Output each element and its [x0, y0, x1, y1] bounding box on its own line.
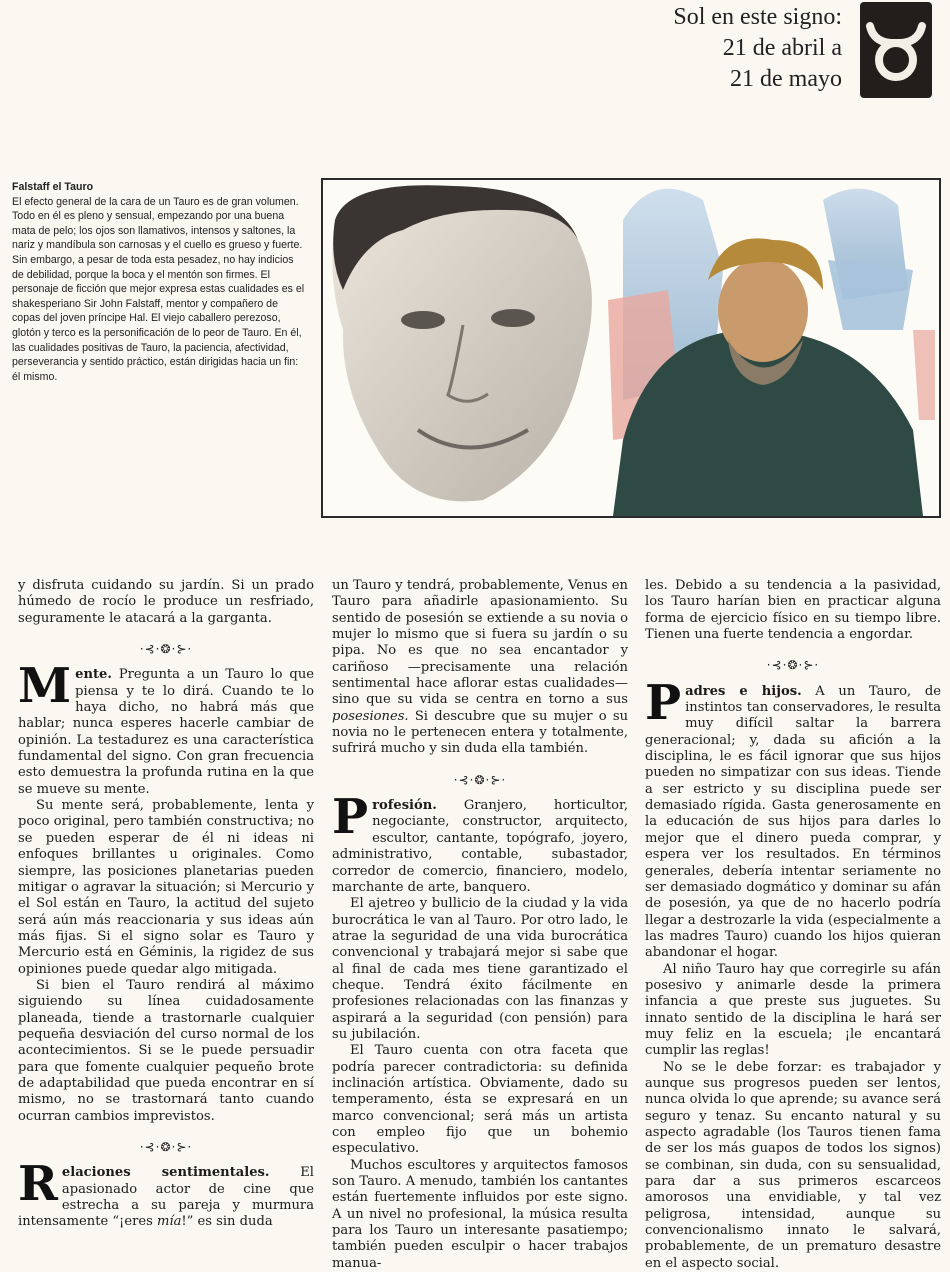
- relaciones-text-em: mía: [156, 1214, 182, 1230]
- section-divider: ·⊰·❂·⊱·: [453, 772, 507, 787]
- relaciones-text-b: !” es sin duda: [181, 1214, 273, 1230]
- falstaff-illustration: [321, 178, 941, 518]
- section-divider: ·⊰·❂·⊱·: [139, 642, 193, 657]
- padres-p2: Al niño Tauro hay que corregirle su afán posesivo y animarle desde la primera infancia a que preste sus juguetes. Su innato sentido de la disciplina le hará ser muy feliz en la escuela; ¡le encantará cumplir las reglas!: [645, 961, 941, 1059]
- section-divider: ·⊰·❂·⊱·: [766, 658, 820, 673]
- taurus-icon: [866, 16, 926, 86]
- col3-intro: les. Debido a su tendencia a la pasividad, los Tauro harían bien en practicar alguna forma de ejercicio físico en su tiempo libre. Tienen una fuerte tendencia a engordar.: [645, 578, 941, 643]
- text-column-1: [18, 578, 314, 1231]
- dropcap-m: M: [18, 658, 72, 715]
- relaciones-heading: elaciones sentimentales.: [61, 1165, 270, 1181]
- section-divider: ·⊰·❂·⊱·: [139, 1140, 193, 1154]
- mente-p1: Pregunta a un Tauro lo que piensa y te lo dirá. Cuando te lo haya dicho, no habrá más que hablar; nunca esperes hacerle cambiar de opinión. La testadurez es una característica fundamental del signo. Con gran frecuencia esto demuestra la profunda rutina en la que se mueve su mente.: [18, 667, 314, 797]
- profesion-p3: El Tauro cuenta con otra faceta que podría parecer contradictoria: su definida inclinación artística. Obviamente, dado su temperamento, ésta se expresará en un marco convencional; será más un artista con empleo fijo que un bohemio especulativo.: [332, 1043, 628, 1157]
- text-column-2: [332, 578, 628, 1272]
- col2-p1-em: posesiones.: [332, 708, 409, 724]
- mente-p3: Si bien el Tauro rendirá al máximo siguiendo su línea cuidadosamente planeada, tiende a trastornarle cualquier pequeña desviación del curso normal de los acontecimientos. Si se le puede persuadir para que fomente cualquier pequeño brote de adaptabilidad que pueda encontrar en sí mismo, no se trastornará tanto cuando ocurran cambios imprevistos.: [18, 977, 314, 1124]
- header-line-1: Sol en este signo:: [673, 4, 842, 30]
- profesion-heading: rofesión.: [372, 798, 437, 814]
- profesion-p4: Muchos escultores y arquitectos famosos son Tauro. A menudo, también los cantantes están fuertemente influidos por este signo. A un nivel no profesional, la música resulta para los Tauro un interesante pasatiempo; también pueden esculpir o hacer trabajos manua-: [332, 1157, 628, 1271]
- mente-p2: Su mente será, probablemente, lenta y poco original, pero también constructiva; no se pueden esperar de él ni ideas ni enfoques brillantes u originales. Como siempre, las posiciones planetarias pueden mitigar o agravar la situación; si Mercurio y el Sol están en Tauro, la actitud del sujeto será aún más reaccionaria y sus ideas aún más fijas. Si el signo solar es Tauro y Mercurio está en Géminis, la rigidez de sus opiniones puede quedar algo mitigada.: [18, 798, 314, 977]
- profesion-p2: El ajetreo y bullicio de la ciudad y la vida burocrática le van al Tauro. Por otro lado, le atrae la seguridad de una vida burocrática convencional y trabajará mejor si sabe que al final de cada mes tiene garantizado el cheque. Tendrá éxito fácilmente en profesiones relacionadas con las finanzas y aspirará a la seguridad (con pensión) para su jubilación.: [332, 896, 628, 1042]
- padres-p1: A un Tauro, de instintos tan conservadores, le resulta muy difícil saltar la barrera generacional; y, dada su afición a la disciplina, le es fácil ignorar que sus hijos pueden no simpatizar con sus ideas. Tiende a ser estricto y su disciplina puede ser demasiado rígida. Gasta generosamente en la educación de sus hijos para darles lo mejor que el dinero pueda comprar, y espera ver los resultados. En términos generales, debería intentar seriamente no ser demasiado dogmático y dominar su afán de posesión, ya que de no hacerlo podría llegar a destrozarle la vida (especialmente a las madres Tauro) cuando los hijos quieran abandonar el hogar.: [645, 683, 941, 961]
- col2-p1-b: Si descubre que su mujer o su novia no le pertenecen entera y totalmente, sufrirá mucho y sin duda ella también.: [332, 708, 628, 757]
- sun-sign-header: [600, 2, 842, 95]
- padres-p3: No se le debe forzar: es trabajador y aunque sus progresos pueden ser lentos, nunca olvida lo que aprende; su avance será seguro y tenaz. Su encanto natural y su aspecto agradable (los Tauros tienen fama de ser los más guapos de todos los signos) se combinan, sin duda, con su sensualidad, para dar a sus primeros escarceos amorosos una envidiable, y tal vez peligrosa, intensidad, aunque su convencionalismo innato le salvará, probablemente, de un prematuro desastre en el aspecto social.: [645, 1059, 941, 1271]
- section-relaciones: [18, 1156, 314, 1230]
- header-line-2: 21 de abril a: [722, 35, 842, 61]
- mente-heading: ente.: [75, 667, 112, 683]
- section-mente: [18, 658, 314, 1125]
- section-profesion: [332, 789, 628, 1272]
- col2-p1-a: un Tauro y tendrá, probablemente, Venus en Tauro para añadirle apasionamiento. Su sentido de posesión se extiende a su novia o mujer lo mismo que si fuera su jardín o su pipa. No es que no sea encantador y cariñoso —precisamente una relación sentimental hace aflorar estas cualidades— sino que su vida se centra en torno a sus: [332, 578, 628, 708]
- dropcap-p: P: [645, 674, 682, 731]
- falstaff-sidebar: [12, 180, 308, 384]
- relaciones-text-a: El apasionado actor de cine que estrecha a su pareja y murmura intensamente “¡eres: [18, 1165, 314, 1230]
- dropcap-p: P: [332, 789, 369, 846]
- header-line-3: 21 de mayo: [730, 66, 842, 92]
- padres-heading: adres e hijos.: [685, 683, 802, 699]
- taurus-sign-badge: [860, 2, 932, 98]
- profesion-p1: Granjero, horticultor, negociante, constructor, arquitecto, escultor, cantante, topógrafo, joyero, administrativo, contable, subastador, corredor de comercio, financiero, modelo, marchante de arte, banquero.: [332, 798, 628, 895]
- text-column-3: [645, 578, 941, 1272]
- section-padres: [645, 674, 941, 1272]
- dropcap-r: R: [18, 1156, 58, 1213]
- col1-intro: y disfruta cuidando su jardín. Si un prado húmedo de rocío le produce un resfriado, seguramente le atacará a la garganta.: [18, 578, 314, 626]
- sidebar-text: El efecto general de la cara de un Tauro es de gran volumen. Todo en él es pleno y sensual, empezando por una buena mata de pelo; los ojos son llamativos, intensos y saltones, la nariz y mandíbula son carnosas y el cuello es grueso y fuerte. Sin embargo, a pesar de toda esta pesadez, no hay indicios de debilidad, porque la boca y el mentón son firmes. El personaje de ficción que mejor expresa estas cualidades es el shakesperiano Sir John Falstaff, mentor y compañero de copas del joven príncipe Hal. El viejo caballero perezoso, glotón y terco es la personificación de lo peor de Tauro. En él, las cualidades positivas de Tauro, la paciencia, afectividad, perseverancia y sentido práctico, están dirigidas hacia un fin: él mismo.: [12, 195, 305, 383]
- illustration-artwork: [323, 180, 939, 516]
- sidebar-title: Falstaff el Tauro: [12, 181, 94, 193]
